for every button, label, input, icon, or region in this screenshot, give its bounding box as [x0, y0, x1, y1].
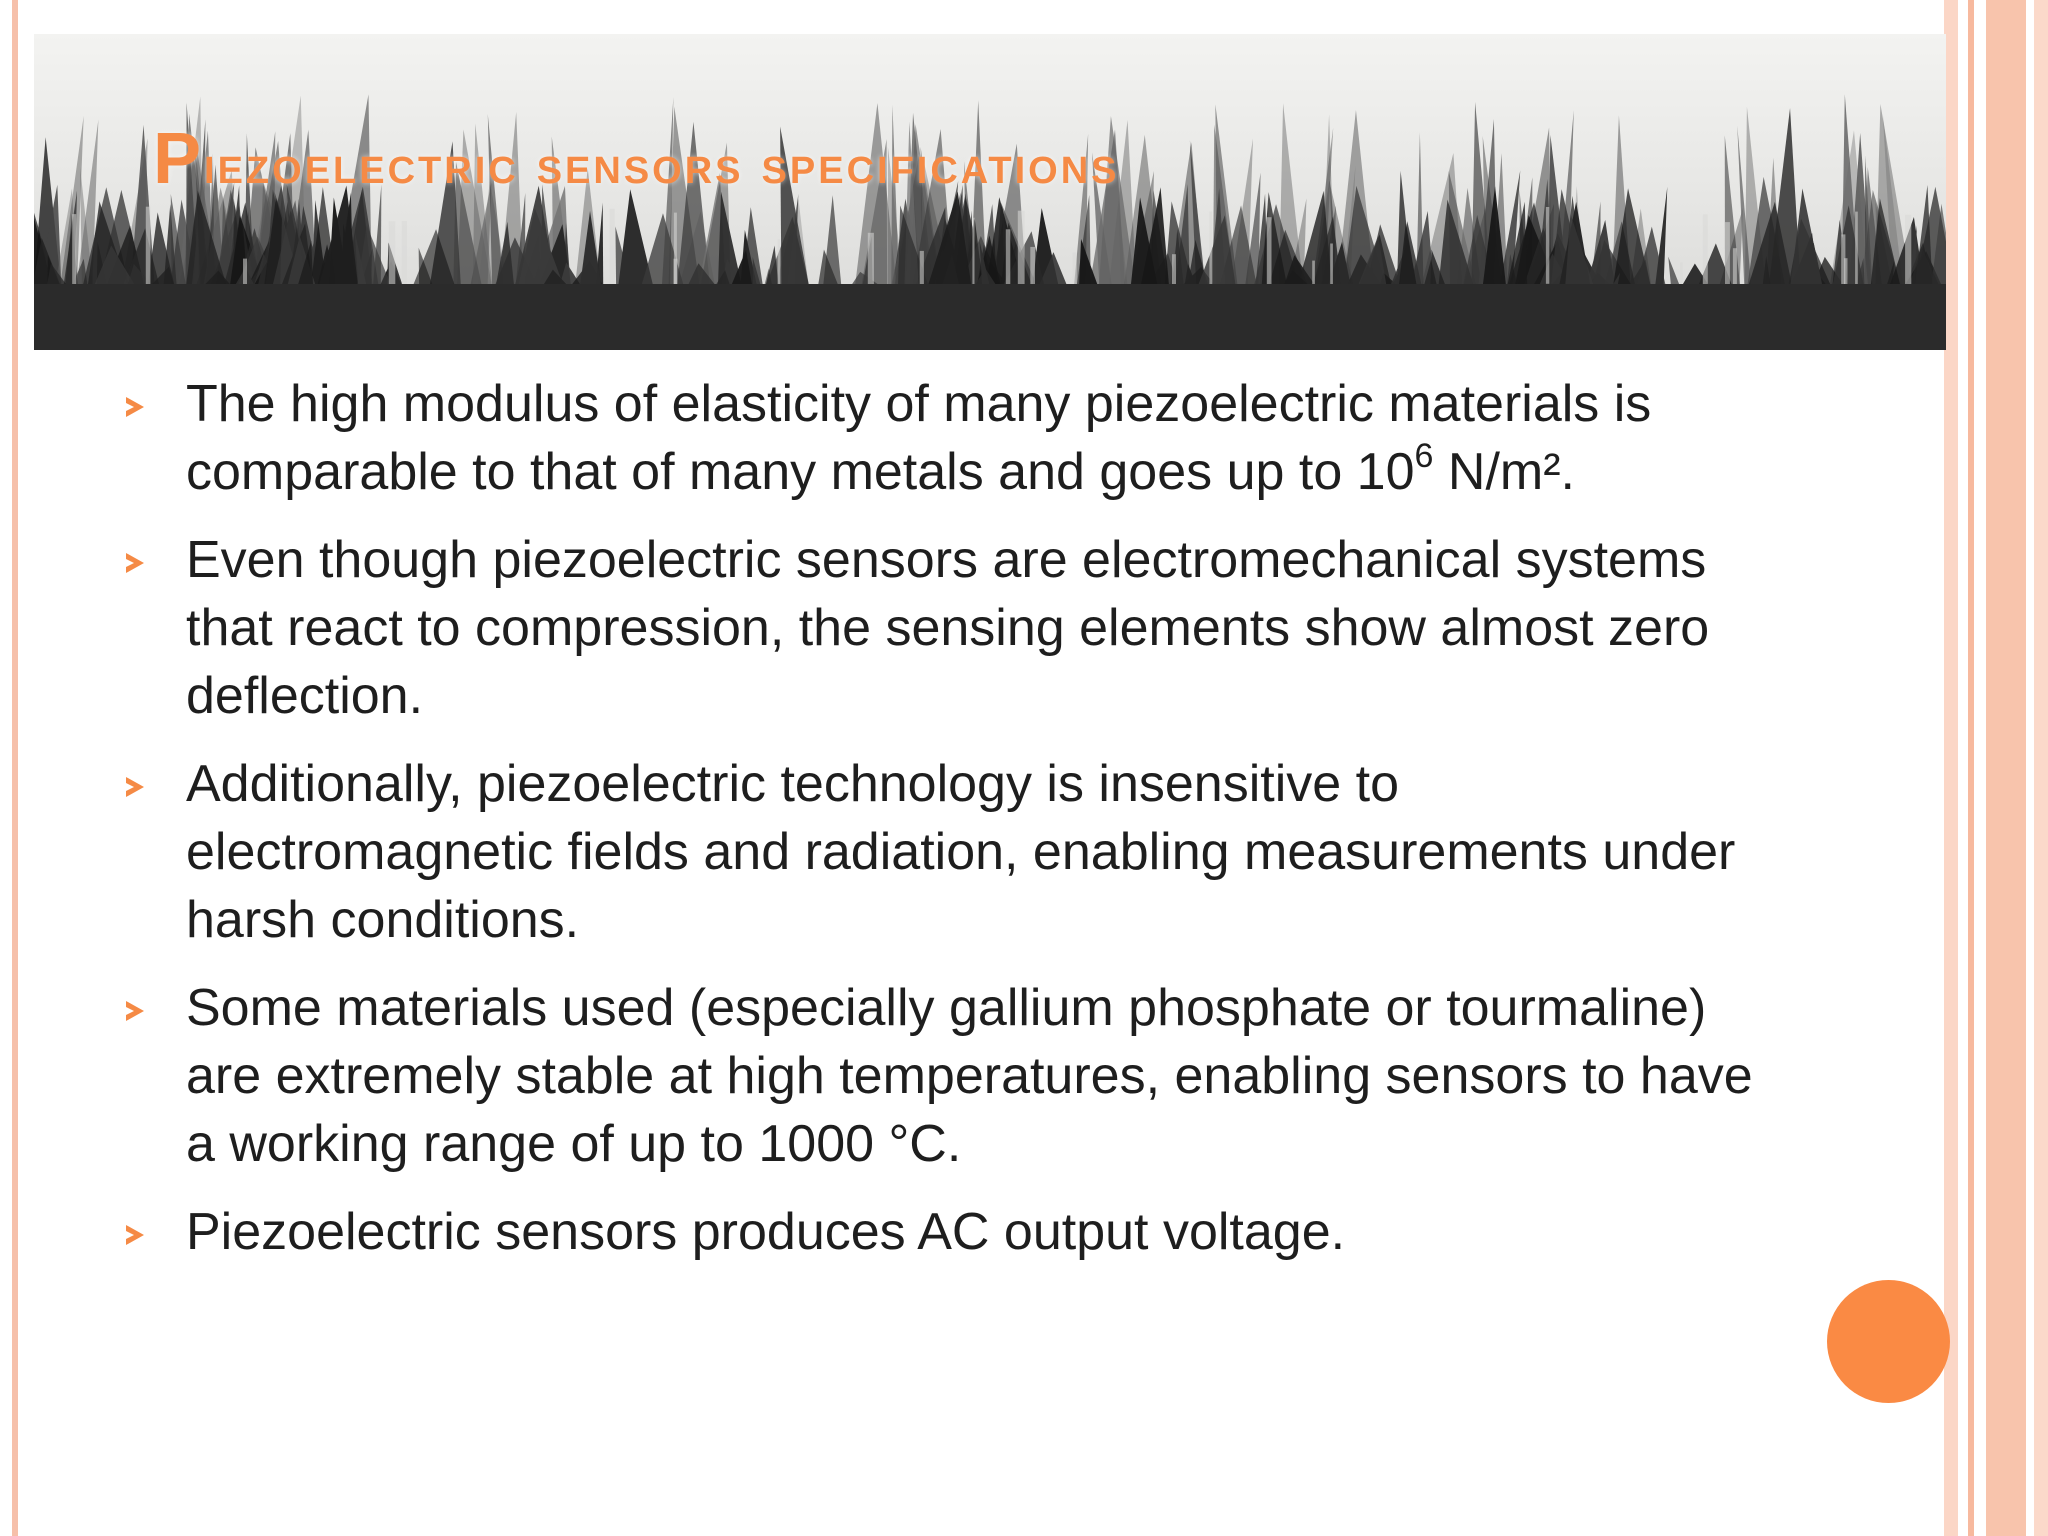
bullet-item	[120, 750, 1760, 954]
arrowhead-bullet-icon	[126, 1001, 144, 1021]
arrowhead-bullet-icon	[126, 553, 144, 573]
arrowhead-bullet-icon	[126, 777, 144, 797]
bullet-text: Even though piezoelectric sensors are electromechanical systems that react to compression, the sensing elements show almost zero deflection.	[186, 531, 1710, 725]
bullet-text: Some materials used (especially gallium phosphate or tourmaline) are extremely stable at high temperatures, enabling sensors to have a working range of up to 1000 °C.	[186, 979, 1753, 1173]
bullet-text-tail: N/m².	[1433, 443, 1575, 501]
bullet-item	[120, 974, 1760, 1178]
bullet-item	[120, 526, 1760, 730]
title-rest: iezoelectric sensors specifications	[204, 135, 1120, 195]
frame-right-band-d	[2034, 0, 2048, 1536]
bullet-superscript: 6	[1414, 437, 1434, 475]
arrowhead-bullet-icon	[126, 397, 144, 417]
bullet-text: Additionally, piezoelectric technology is insensitive to electromagnetic fields and radiation, enabling measurements under harsh conditions.	[186, 755, 1736, 949]
arrowhead-bullet-icon	[126, 1225, 144, 1245]
frame-left-line	[12, 0, 18, 1536]
bullet-text: The high modulus of elasticity of many piezoelectric materials is comparable to that of many metals and goes up to 10	[186, 375, 1652, 501]
orange-circle-decoration	[1827, 1280, 1950, 1403]
bullet-list	[120, 370, 1760, 1286]
frame-right-band-b	[1968, 0, 1974, 1536]
frame-right-band-c	[1986, 0, 2026, 1536]
bullet-item	[120, 1198, 1760, 1266]
bullet-text: Piezoelectric sensors produces AC output voltage.	[186, 1203, 1346, 1261]
bullet-item	[120, 370, 1760, 506]
frame-right-band-a	[1944, 0, 1958, 1536]
slide-title	[153, 118, 1120, 200]
title-initial: P	[153, 119, 205, 199]
